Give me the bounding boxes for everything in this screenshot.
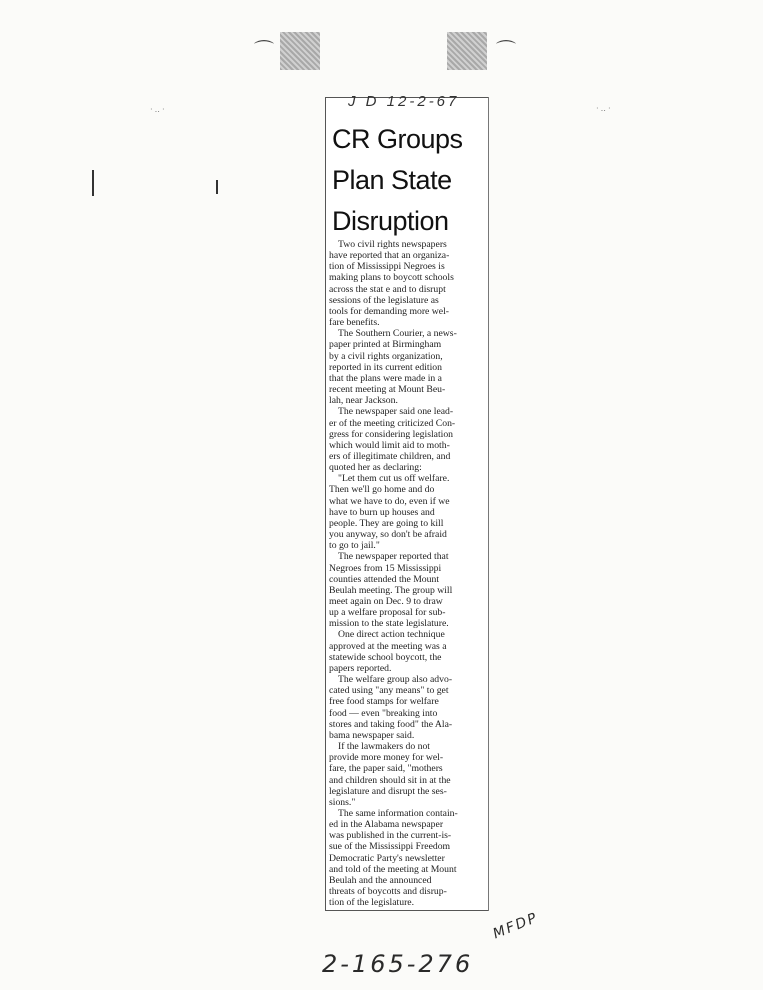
article-paragraph: [329, 473, 487, 551]
article-line: The same information contain-: [338, 807, 458, 819]
article-paragraph: [329, 629, 487, 674]
article-line: by a civil rights organization,: [329, 350, 443, 362]
edge-mark: [216, 180, 218, 194]
headline: [332, 119, 482, 242]
hook-mark-right: ⌒: [496, 40, 516, 62]
scan-specks: ·‥·: [150, 105, 167, 114]
article-line: counties attended the Mount: [329, 573, 440, 585]
edge-mark: [92, 170, 94, 196]
article-line: papers reported.: [329, 662, 392, 674]
article-line: provide more money for wel-: [329, 752, 444, 764]
article-line: statewide school boycott, the: [329, 651, 442, 663]
article-line: up a welfare proposal for sub-: [329, 607, 446, 619]
article-paragraph: [329, 674, 487, 741]
article-line: ers of illegitimate children, and: [329, 450, 451, 462]
article-line: tools for demanding more wel-: [329, 305, 449, 317]
article-line: ed in the Alabama newspaper: [329, 819, 444, 831]
article-line: cated using "any means" to get: [329, 685, 449, 697]
article-line: Beulah and the announced: [329, 874, 432, 886]
article-line: people. They are going to kill: [329, 517, 444, 529]
article-paragraph: [329, 551, 487, 629]
hook-mark-left: ⌒: [254, 40, 274, 62]
article-line: and told of the meeting at Mount: [329, 863, 457, 875]
headline-line: Plan State: [332, 165, 452, 195]
article-line: sions.": [329, 796, 356, 808]
article-line: fare, the paper said, "mothers: [329, 763, 443, 775]
article-line: food — even "breaking into: [329, 707, 438, 719]
dateline-stamp: J D 12-2-67: [348, 93, 460, 110]
article-line: tion of the legislature.: [329, 897, 415, 909]
article-line: reported in its current edition: [329, 361, 442, 373]
file-number: 2-165-276: [322, 950, 474, 978]
article-line: and children should sit in at the: [329, 774, 451, 786]
article-body: [329, 239, 487, 908]
article-line: gress for considering legislation: [329, 428, 454, 440]
article-line: er of the meeting criticized Con-: [329, 417, 456, 429]
article-line: approved at the meeting was a: [329, 640, 447, 652]
article-line: mission to the state legislature.: [329, 618, 449, 630]
article-line: "Let them cut us off welfare.: [338, 473, 450, 485]
article-line: sue of the Mississippi Freedom: [329, 841, 451, 853]
scan-specks: ·‥·: [596, 104, 613, 113]
article-line: making plans to boycott schools: [329, 272, 454, 284]
article-line: was published in the current-is-: [329, 830, 452, 842]
article-line: that the plans were made in a: [329, 372, 442, 384]
article-line: have to burn up houses and: [329, 506, 435, 518]
article-line: tion of Mississippi Negroes is: [329, 261, 445, 273]
article-line: If the lawmakers do not: [338, 741, 431, 753]
newspaper-clipping: [325, 93, 489, 911]
article-line: The newspaper said one lead-: [338, 406, 454, 418]
article-line: bama newspaper said.: [329, 729, 415, 741]
mfdp-annotation: MFDP: [490, 909, 541, 943]
article-paragraph: [329, 328, 487, 406]
article-line: free food stamps for welfare: [329, 696, 439, 708]
article-line: Democratic Party's newsletter: [329, 852, 445, 864]
article-line: meet again on Dec. 9 to draw: [329, 596, 443, 607]
article-line: Then we'll go home and do: [329, 484, 435, 496]
article-line: The welfare group also advo-: [338, 674, 453, 686]
article-line: have reported that an organiza-: [329, 250, 450, 262]
article-line: across the stat e and to disrupt: [329, 283, 446, 295]
article-line: paper printed at Birmingham: [329, 339, 442, 351]
article-line: Negroes from 15 Mississippi: [329, 562, 442, 574]
article-line: Two civil rights newspapers: [338, 239, 447, 250]
headline-line: CR Groups: [332, 124, 463, 154]
article-line: fare benefits.: [329, 317, 380, 329]
article-line: The newspaper reported that: [338, 551, 449, 563]
article-paragraph: [329, 808, 487, 908]
article-paragraph: [329, 741, 487, 808]
headline-line: Disruption: [332, 206, 449, 236]
article-line: recent meeting at Mount Beu-: [329, 384, 446, 396]
article-line: lah, near Jackson.: [329, 395, 398, 407]
binder-hole-left: [280, 32, 320, 70]
article-line: sessions of the legislature as: [329, 294, 439, 306]
article-line: quoted her as declaring:: [329, 462, 422, 474]
article-line: threats of boycotts and disrup-: [329, 886, 447, 898]
article-line: legislature and disrupt the ses-: [329, 785, 447, 797]
binder-hole-right: [447, 32, 487, 70]
article-line: you anyway, so don't be afraid: [329, 529, 447, 541]
article-paragraph: [329, 239, 487, 328]
clipping-bottom-rule: [326, 910, 488, 911]
article-line: what we have to do, even if we: [329, 495, 450, 507]
article-paragraph: [329, 406, 487, 473]
article-line: The Southern Courier, a news-: [338, 328, 457, 340]
article-line: stores and taking food" the Ala-: [329, 718, 453, 730]
article-line: One direct action technique: [338, 629, 445, 641]
article-line: to go to jail.": [329, 540, 380, 552]
article-line: which would limit aid to moth-: [329, 439, 450, 451]
article-line: Beulah meeting. The group will: [329, 584, 453, 596]
